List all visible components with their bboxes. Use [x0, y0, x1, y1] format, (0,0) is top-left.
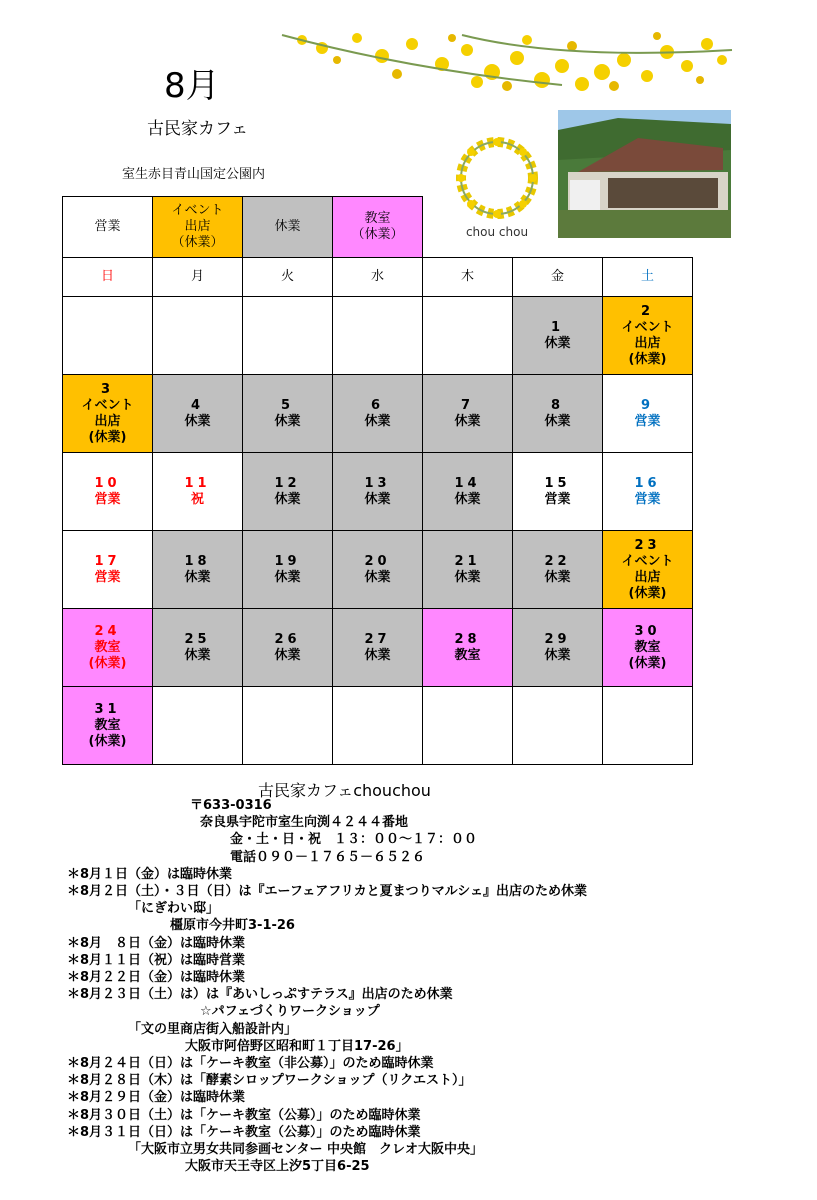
day-cell-15: [513, 453, 603, 531]
weekday-header-row: [63, 258, 693, 297]
day-cell-28: [423, 609, 513, 687]
day-number: 29: [544, 631, 571, 647]
day-status: 営業: [544, 491, 571, 507]
day-status: 教室 (休業): [628, 639, 667, 671]
day-number: 31: [94, 701, 121, 717]
legend-class: [333, 197, 423, 258]
week-row: [63, 687, 693, 765]
day-number: 2: [640, 303, 655, 319]
day-cell-4: [153, 375, 243, 453]
day-number: 11: [184, 475, 211, 491]
logo-text: chou chou: [465, 225, 529, 239]
day-number: 23: [634, 537, 661, 553]
day-number: 18: [184, 553, 211, 569]
day-number: 14: [454, 475, 481, 491]
day-number: 3: [100, 381, 115, 397]
day-status: 休業: [274, 491, 301, 507]
day-status: 営業: [634, 413, 661, 429]
legend-table: [62, 196, 423, 258]
footer-line: 電話０９０－１７６５－６５２６: [230, 849, 426, 865]
day-status: イベント 出店 (休業): [81, 397, 134, 445]
legend-closed: [243, 197, 333, 258]
day-status: 教室 (休業): [88, 639, 127, 671]
day-cell-2: [603, 297, 693, 375]
calendar-weeks: [63, 297, 693, 765]
day-status: 休業: [184, 569, 211, 585]
day-cell-13: [333, 453, 423, 531]
day-cell-26: [243, 609, 333, 687]
day-status: 教室 (休業): [88, 717, 127, 749]
weekday-thu: 木: [423, 258, 513, 297]
day-cell-21: [423, 531, 513, 609]
day-status: 営業: [634, 491, 661, 507]
empty-day-cell: [153, 297, 243, 375]
day-number: 4: [190, 397, 205, 413]
empty-day-cell: [603, 687, 693, 765]
day-cell-9: [603, 375, 693, 453]
day-cell-29: [513, 609, 603, 687]
day-number: 27: [364, 631, 391, 647]
empty-day-cell: [153, 687, 243, 765]
day-cell-10: [63, 453, 153, 531]
day-status: 休業: [274, 569, 301, 585]
footer-line: 橿原市今井町3-1-26: [170, 918, 295, 934]
day-number: 9: [640, 397, 655, 413]
legend-event: [153, 197, 243, 258]
day-cell-30: [603, 609, 693, 687]
empty-day-cell: [513, 687, 603, 765]
footer-line: ＊8月１日（金）は臨時休業: [67, 866, 233, 882]
weekday-fri: 金: [513, 258, 603, 297]
day-cell-22: [513, 531, 603, 609]
weekday-tue: 火: [243, 258, 333, 297]
day-cell-11: [153, 453, 243, 531]
day-number: 25: [184, 631, 211, 647]
day-cell-19: [243, 531, 333, 609]
legend-open: [63, 197, 153, 258]
day-cell-3: [63, 375, 153, 453]
empty-day-cell: [63, 297, 153, 375]
day-cell-20: [333, 531, 423, 609]
day-status: 休業: [274, 647, 301, 663]
day-number: 26: [274, 631, 301, 647]
day-number: 30: [634, 623, 661, 639]
empty-day-cell: [333, 687, 423, 765]
day-number: 20: [364, 553, 391, 569]
weekday-wed: 水: [333, 258, 423, 297]
footer-line: ＊8月１１日（祝）は臨時営業: [67, 952, 246, 968]
day-cell-5: [243, 375, 333, 453]
month-title: 8月: [164, 66, 220, 106]
day-status: 休業: [544, 647, 571, 663]
day-number: 28: [454, 631, 481, 647]
day-status: 営業: [94, 491, 121, 507]
day-status: 休業: [454, 491, 481, 507]
day-status: 休業: [544, 413, 571, 429]
day-status: イベント 出店 (休業): [621, 319, 674, 367]
weekday-mon: 月: [153, 258, 243, 297]
footer-line: 大阪市阿倍野区昭和町１丁目17-26」: [185, 1038, 409, 1054]
mimosa-flowers-image: [262, 30, 734, 92]
empty-day-cell: [243, 297, 333, 375]
day-status: 休業: [184, 413, 211, 429]
day-status: 休業: [364, 647, 391, 663]
weekday-sun: 日: [63, 258, 153, 297]
day-cell-12: [243, 453, 333, 531]
legend-label: イベント 出店 （休業）: [171, 203, 224, 250]
day-status: 教室: [454, 647, 481, 663]
day-status: 休業: [544, 569, 571, 585]
footer-line: ＊8月 ８日（金）は臨時休業: [67, 935, 246, 951]
week-row: [63, 531, 693, 609]
day-number: 5: [280, 397, 295, 413]
week-row: [63, 297, 693, 375]
day-cell-18: [153, 531, 243, 609]
day-cell-14: [423, 453, 513, 531]
footer-line: ＊8月３０日（土）は「ケーキ教室（公募）」のため臨時休業: [67, 1107, 421, 1123]
footer-line: 奈良県宇陀市室生向渕４２４４番地: [200, 815, 409, 831]
footer-line: ＊8月２３日（土）は）は『あいしっぷすテラス』出店のため休業: [67, 987, 453, 1003]
day-status: イベント 出店 (休業): [621, 553, 674, 601]
day-cell-1: [513, 297, 603, 375]
footer-line: 〒633-0316: [190, 798, 272, 813]
day-status: 休業: [274, 413, 301, 429]
legend-label: 営業: [94, 219, 121, 234]
footer-line: 「大阪市立男女共同参画センター 中央館 クレオ大阪中央」: [128, 1142, 484, 1157]
footer-line: ＊8月２２日（金）は臨時休業: [67, 970, 246, 985]
wreath-logo: [445, 130, 550, 240]
park-caption: 室生赤目青山国定公園内: [122, 167, 266, 182]
week-row: [63, 609, 693, 687]
footer-line: ＊8月２９日（金）は臨時休業: [67, 1090, 246, 1106]
week-row: [63, 375, 693, 453]
legend-label: 休業: [274, 219, 301, 234]
day-status: 休業: [364, 569, 391, 585]
day-status: 休業: [454, 569, 481, 585]
day-status: 営業: [94, 569, 121, 585]
cafe-subtitle: 古民家カフェ: [147, 119, 249, 139]
day-number: 21: [454, 553, 481, 569]
footer-title: 古民家カフェchouchou: [258, 781, 431, 800]
footer-line: ☆パフェづくりワークショップ: [200, 1004, 380, 1020]
day-number: 8: [550, 397, 565, 413]
day-number: 13: [364, 475, 391, 491]
day-status: 休業: [364, 491, 391, 507]
empty-day-cell: [333, 297, 423, 375]
day-cell-6: [333, 375, 423, 453]
day-number: 7: [460, 397, 475, 413]
footer-line: ＊8月３１日（日）は「ケーキ教室（公募）」のため臨時休業: [67, 1124, 421, 1140]
day-cell-23: [603, 531, 693, 609]
empty-day-cell: [423, 297, 513, 375]
day-status: 休業: [364, 413, 391, 429]
day-cell-24: [63, 609, 153, 687]
footer-line: ＊8月２４日（日）は「ケーキ教室（非公募）」のため臨時休業: [67, 1056, 434, 1071]
day-number: 24: [94, 623, 121, 639]
calendar-table: [62, 257, 693, 765]
empty-day-cell: [243, 687, 333, 765]
day-cell-16: [603, 453, 693, 531]
day-number: 22: [544, 553, 571, 569]
day-number: 16: [634, 475, 661, 491]
footer-line: 「文の里商店街入船設計内」: [128, 1021, 298, 1037]
footer-line: ＊8月２日（土）・３日（日）は『エーフェアフリカと夏まつりマルシェ』出店のため休業: [67, 884, 588, 899]
day-number: 15: [544, 475, 571, 491]
house-photo: [558, 110, 731, 238]
day-cell-25: [153, 609, 243, 687]
footer-line: ＊8月２８日（木）は「酵素シロップワークショップ（リクエスト）」: [67, 1073, 472, 1089]
day-number: 12: [274, 475, 301, 491]
day-cell-17: [63, 531, 153, 609]
day-cell-27: [333, 609, 423, 687]
day-status: 休業: [454, 413, 481, 429]
day-number: 19: [274, 553, 301, 569]
day-status: 休業: [544, 335, 571, 351]
day-number: 6: [370, 397, 385, 413]
day-cell-7: [423, 375, 513, 453]
day-status: 祝: [190, 491, 204, 507]
day-number: 17: [94, 553, 121, 569]
day-number: 10: [94, 475, 121, 491]
day-number: 1: [550, 319, 565, 335]
legend-label: 教室 （休業）: [351, 211, 404, 242]
weekday-sat: 土: [603, 258, 693, 297]
day-cell-31: [63, 687, 153, 765]
footer-line: 「にぎわい邸」: [128, 901, 220, 917]
footer-line: 大阪市天王寺区上汐5丁目6-25: [185, 1159, 370, 1175]
empty-day-cell: [423, 687, 513, 765]
day-status: 休業: [184, 647, 211, 663]
footer-line: 金・土・日・祝 １３：００～１７：００: [230, 832, 478, 848]
day-cell-8: [513, 375, 603, 453]
week-row: [63, 453, 693, 531]
